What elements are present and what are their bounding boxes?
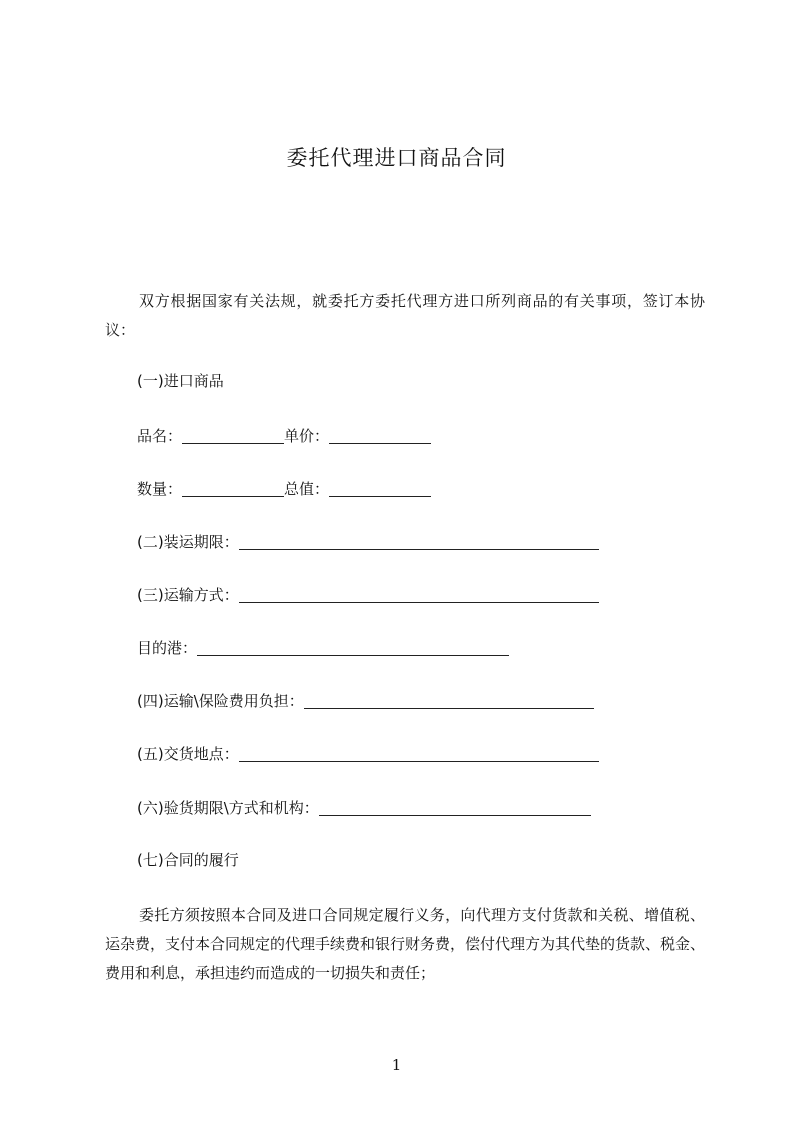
shipment-period-blank[interactable] <box>239 533 599 550</box>
section-2-label: (二)装运期限： <box>137 533 239 551</box>
section-7-heading: (七)合同的履行 <box>137 851 239 869</box>
delivery-place-row <box>137 744 599 764</box>
section-4-label: (四)运输\保险费用负担： <box>137 692 304 710</box>
transport-mode-blank[interactable] <box>239 586 599 603</box>
name-price-row <box>137 426 431 446</box>
section-5-label: (五)交货地点： <box>137 745 239 763</box>
document-title: 委托代理进口商品合同 <box>286 146 507 170</box>
destination-port-blank[interactable] <box>197 639 509 656</box>
inspection-blank[interactable] <box>319 799 591 816</box>
intro-paragraph: 双方根据国家有关法规，就委托方委托代理方进口所列商品的有关事项，签订本协议： <box>105 292 705 339</box>
section-3-label: (三)运输方式： <box>137 586 239 604</box>
destination-port-label: 目的港： <box>137 639 198 657</box>
quantity-blank[interactable] <box>182 480 284 497</box>
name-label: 品名： <box>137 427 183 445</box>
cost-burden-row <box>137 691 594 711</box>
performance-paragraph: 委托方须按照本合同及进口合同规定履行义务，向代理方支付货款和关税、增值税、运杂费，支付本合同规定的代理手续费和银行财务费，偿付代理方为其代垫的货款、税金、费用和利息，承担违约而造成的一切损失和责任； <box>105 906 706 982</box>
section-1-heading: (一)进口商品 <box>137 372 224 390</box>
section-6-label: (六)验货期限\方式和机构： <box>137 799 319 817</box>
transport-mode-row <box>137 585 599 605</box>
inspection-row <box>137 798 591 818</box>
total-blank[interactable] <box>329 480 431 497</box>
price-label: 单价： <box>284 427 330 445</box>
total-label: 总值： <box>284 480 330 498</box>
qty-total-row <box>137 479 431 499</box>
destination-port-row <box>137 638 509 658</box>
shipment-period-row <box>137 532 599 552</box>
quantity-label: 数量： <box>137 480 183 498</box>
price-blank[interactable] <box>329 427 431 444</box>
name-blank[interactable] <box>182 427 284 444</box>
page-number: 1 <box>391 1056 402 1074</box>
delivery-place-blank[interactable] <box>239 745 599 762</box>
cost-burden-blank[interactable] <box>304 692 594 709</box>
